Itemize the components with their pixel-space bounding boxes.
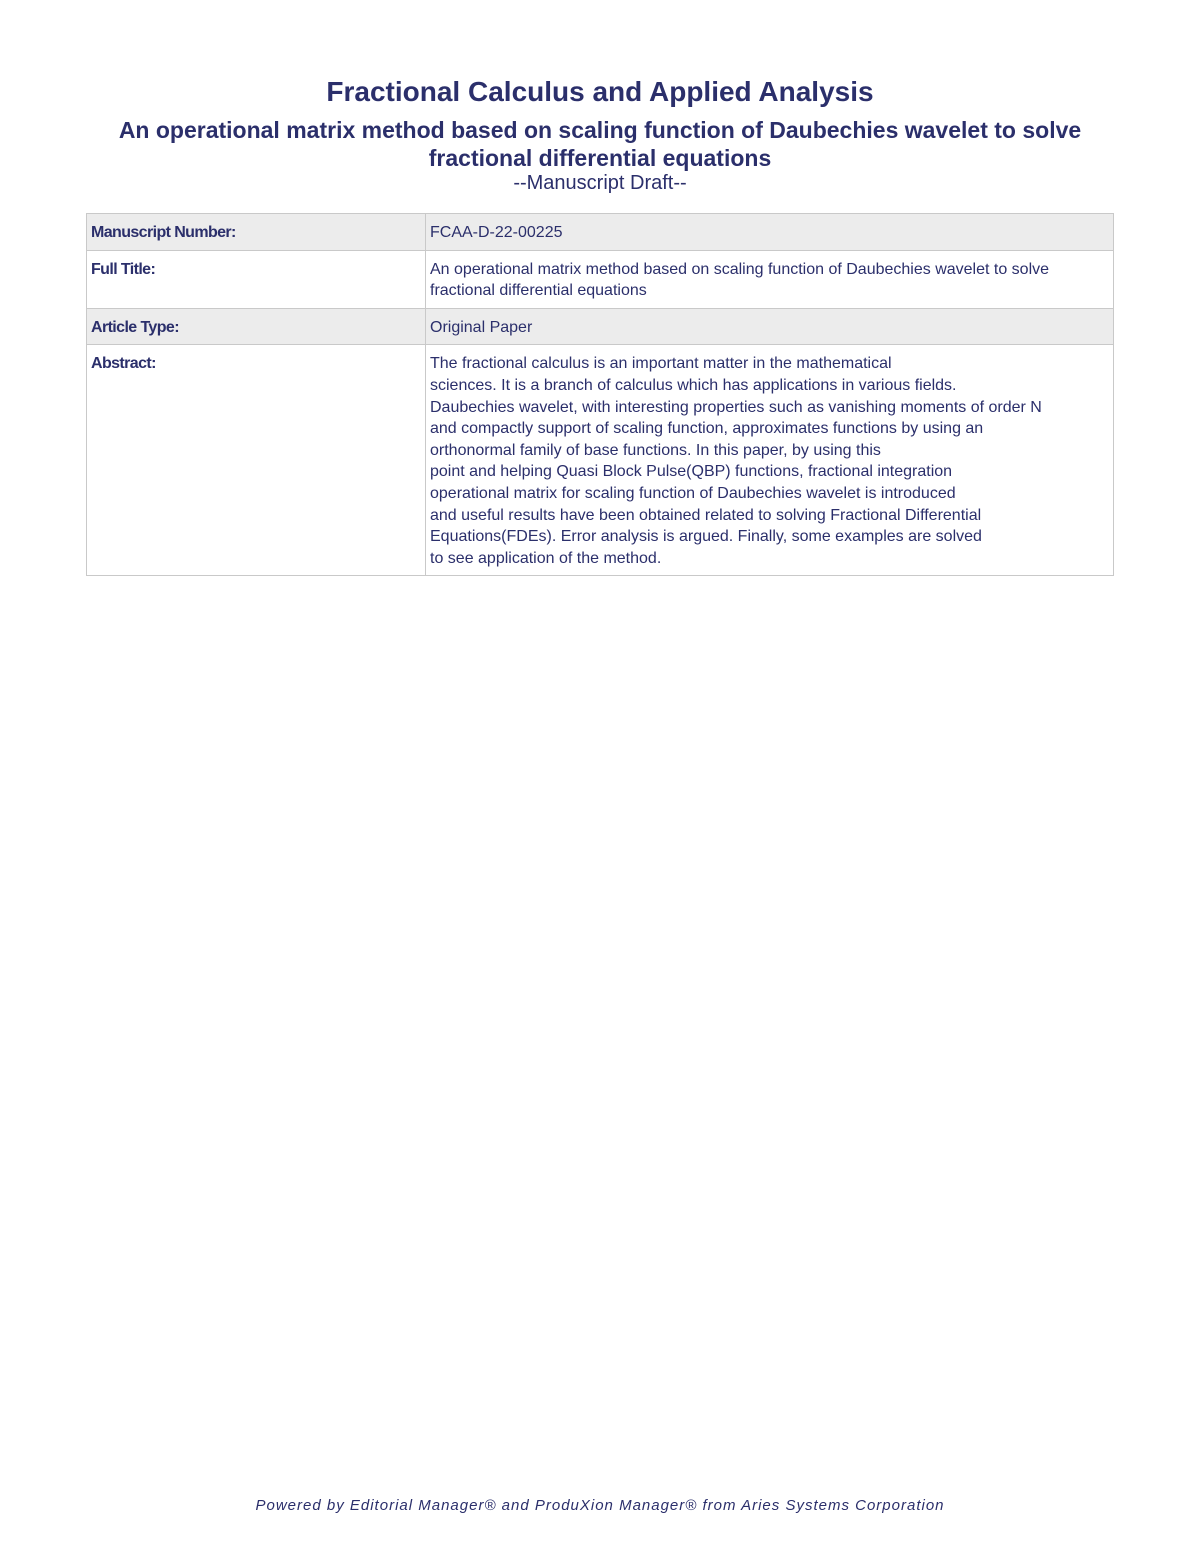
full-title-value: An operational matrix method based on scaling function of Daubechies wavelet to solve fractional differential equations — [426, 250, 1114, 308]
manuscript-number-label: Manuscript Number: — [87, 214, 426, 251]
abstract-line: The fractional calculus is an important matter in the mathematical — [430, 355, 892, 373]
article-type-label: Article Type: — [87, 308, 426, 345]
manuscript-details-table — [86, 213, 1114, 576]
article-title: An operational matrix method based on scaling function of Daubechies wavelet to solve fractional differential equations — [118, 117, 1082, 171]
journal-title: Fractional Calculus and Applied Analysis — [326, 76, 874, 107]
article-type-value: Original Paper — [426, 308, 1114, 345]
manuscript-number-value: FCAA-D-22-00225 — [426, 214, 1114, 251]
powered-by-footer: Powered by Editorial Manager® and ProduXion Manager® from Aries Systems Corporation — [255, 1497, 945, 1514]
abstract-line: to see application of the method. — [430, 549, 662, 567]
document-header — [0, 74, 1200, 194]
full-title-label: Full Title: — [87, 250, 426, 308]
manuscript-draft-label: --Manuscript Draft-- — [513, 172, 687, 194]
abstract-line: Daubechies wavelet, with interesting properties such as vanishing moments of order N — [430, 398, 1042, 416]
abstract-line: and compactly support of scaling function, approximates functions by using an — [430, 420, 984, 438]
table-row-manuscript-number — [87, 214, 1114, 251]
abstract-line: operational matrix for scaling function of Daubechies wavelet is introduced — [430, 484, 956, 502]
abstract-value — [426, 345, 1114, 576]
abstract-line: and useful results have been obtained related to solving Fractional Differential — [430, 506, 982, 524]
table-row-article-type — [87, 308, 1114, 345]
abstract-line: point and helping Quasi Block Pulse(QBP) functions, fractional integration — [430, 463, 953, 481]
table-row-abstract — [87, 345, 1114, 576]
abstract-label: Abstract: — [87, 345, 426, 576]
abstract-line: Equations(FDEs). Error analysis is argued. Finally, some examples are solved — [430, 528, 982, 546]
abstract-line: orthonormal family of base functions. In this paper, by using this — [430, 441, 881, 459]
table-row-full-title — [87, 250, 1114, 308]
abstract-line: sciences. It is a branch of calculus which has applications in various fields. — [430, 376, 957, 394]
